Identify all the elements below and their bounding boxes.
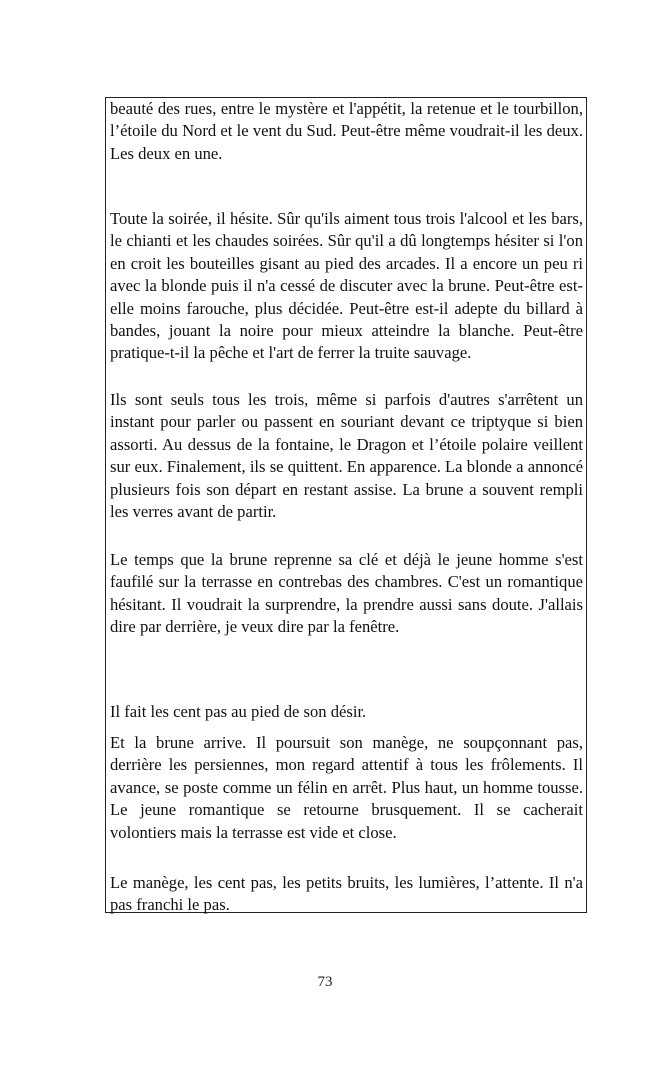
paragraph-5: Il fait les cent pas au pied de son désir. — [110, 702, 367, 721]
paragraph-4: Le temps que la brune reprenne sa clé et déjà le jeune homme s'est faufilé sur la terrasse en contrebas des chambres. C'est un romantique hésitant. Il voudrait la surprendre, la prendre aussi sans doute. J'allais dire par derrière, je veux dire par la fenêtre. — [110, 550, 583, 637]
paragraph-1: beauté des rues, entre le mystère et l'appétit, la retenue et le tourbillon, l’étoile du Nord et le vent du Sud. Peut-être même voudrait-il les deux. Les deux en une. — [110, 99, 583, 163]
paragraph-6: Et la brune arrive. Il poursuit son manège, ne soupçonnant pas, derrière les persiennes, mon regard attentif à tous les frôlements. Il avance, se poste comme un félin en arrêt. Plus haut, un homme tousse. Le jeune romantique se retourne brusquement. Il se cacherait volontiers mais la terrasse est vide et close. — [110, 733, 583, 842]
page-number: 73 — [317, 974, 333, 990]
paragraph-3: Ils sont seuls tous les trois, même si parfois d'autres s'arrêtent un instant pour parler ou passent en souriant devant ce triptyque si bien assorti. Au dessus de la fontaine, le Dragon et l’étoile polaire veillent sur eux. Finalement, ils se quittent. En apparence. La blonde a annoncé plusieurs fois son départ en restant assise. La brune a souvent rempli les verres avant de partir. — [110, 390, 583, 522]
paragraph-7: Le manège, les cent pas, les petits bruits, les lumières, l’attente. Il n'a pas franchi le pas. — [110, 873, 583, 915]
text-frame — [105, 97, 587, 913]
paragraph-2: Toute la soirée, il hésite. Sûr qu'ils aiment tous trois l'alcool et les bars, le chianti et les chaudes soirées. Sûr qu'il a dû longtemps hésiter si l'on en croit les bouteilles gisant au pied des arcades. Il a encore un peu ri avec la blonde puis il n'a cessé de discuter avec la brune. Peut-être est-elle moins farouche, plus décidée. Peut-être est-il adepte du billard à bandes, jouant la noire pour mieux atteindre la blanche. Peut-être pratique-t-il la pêche et l'art de ferrer la truite sauvage. — [110, 209, 583, 363]
